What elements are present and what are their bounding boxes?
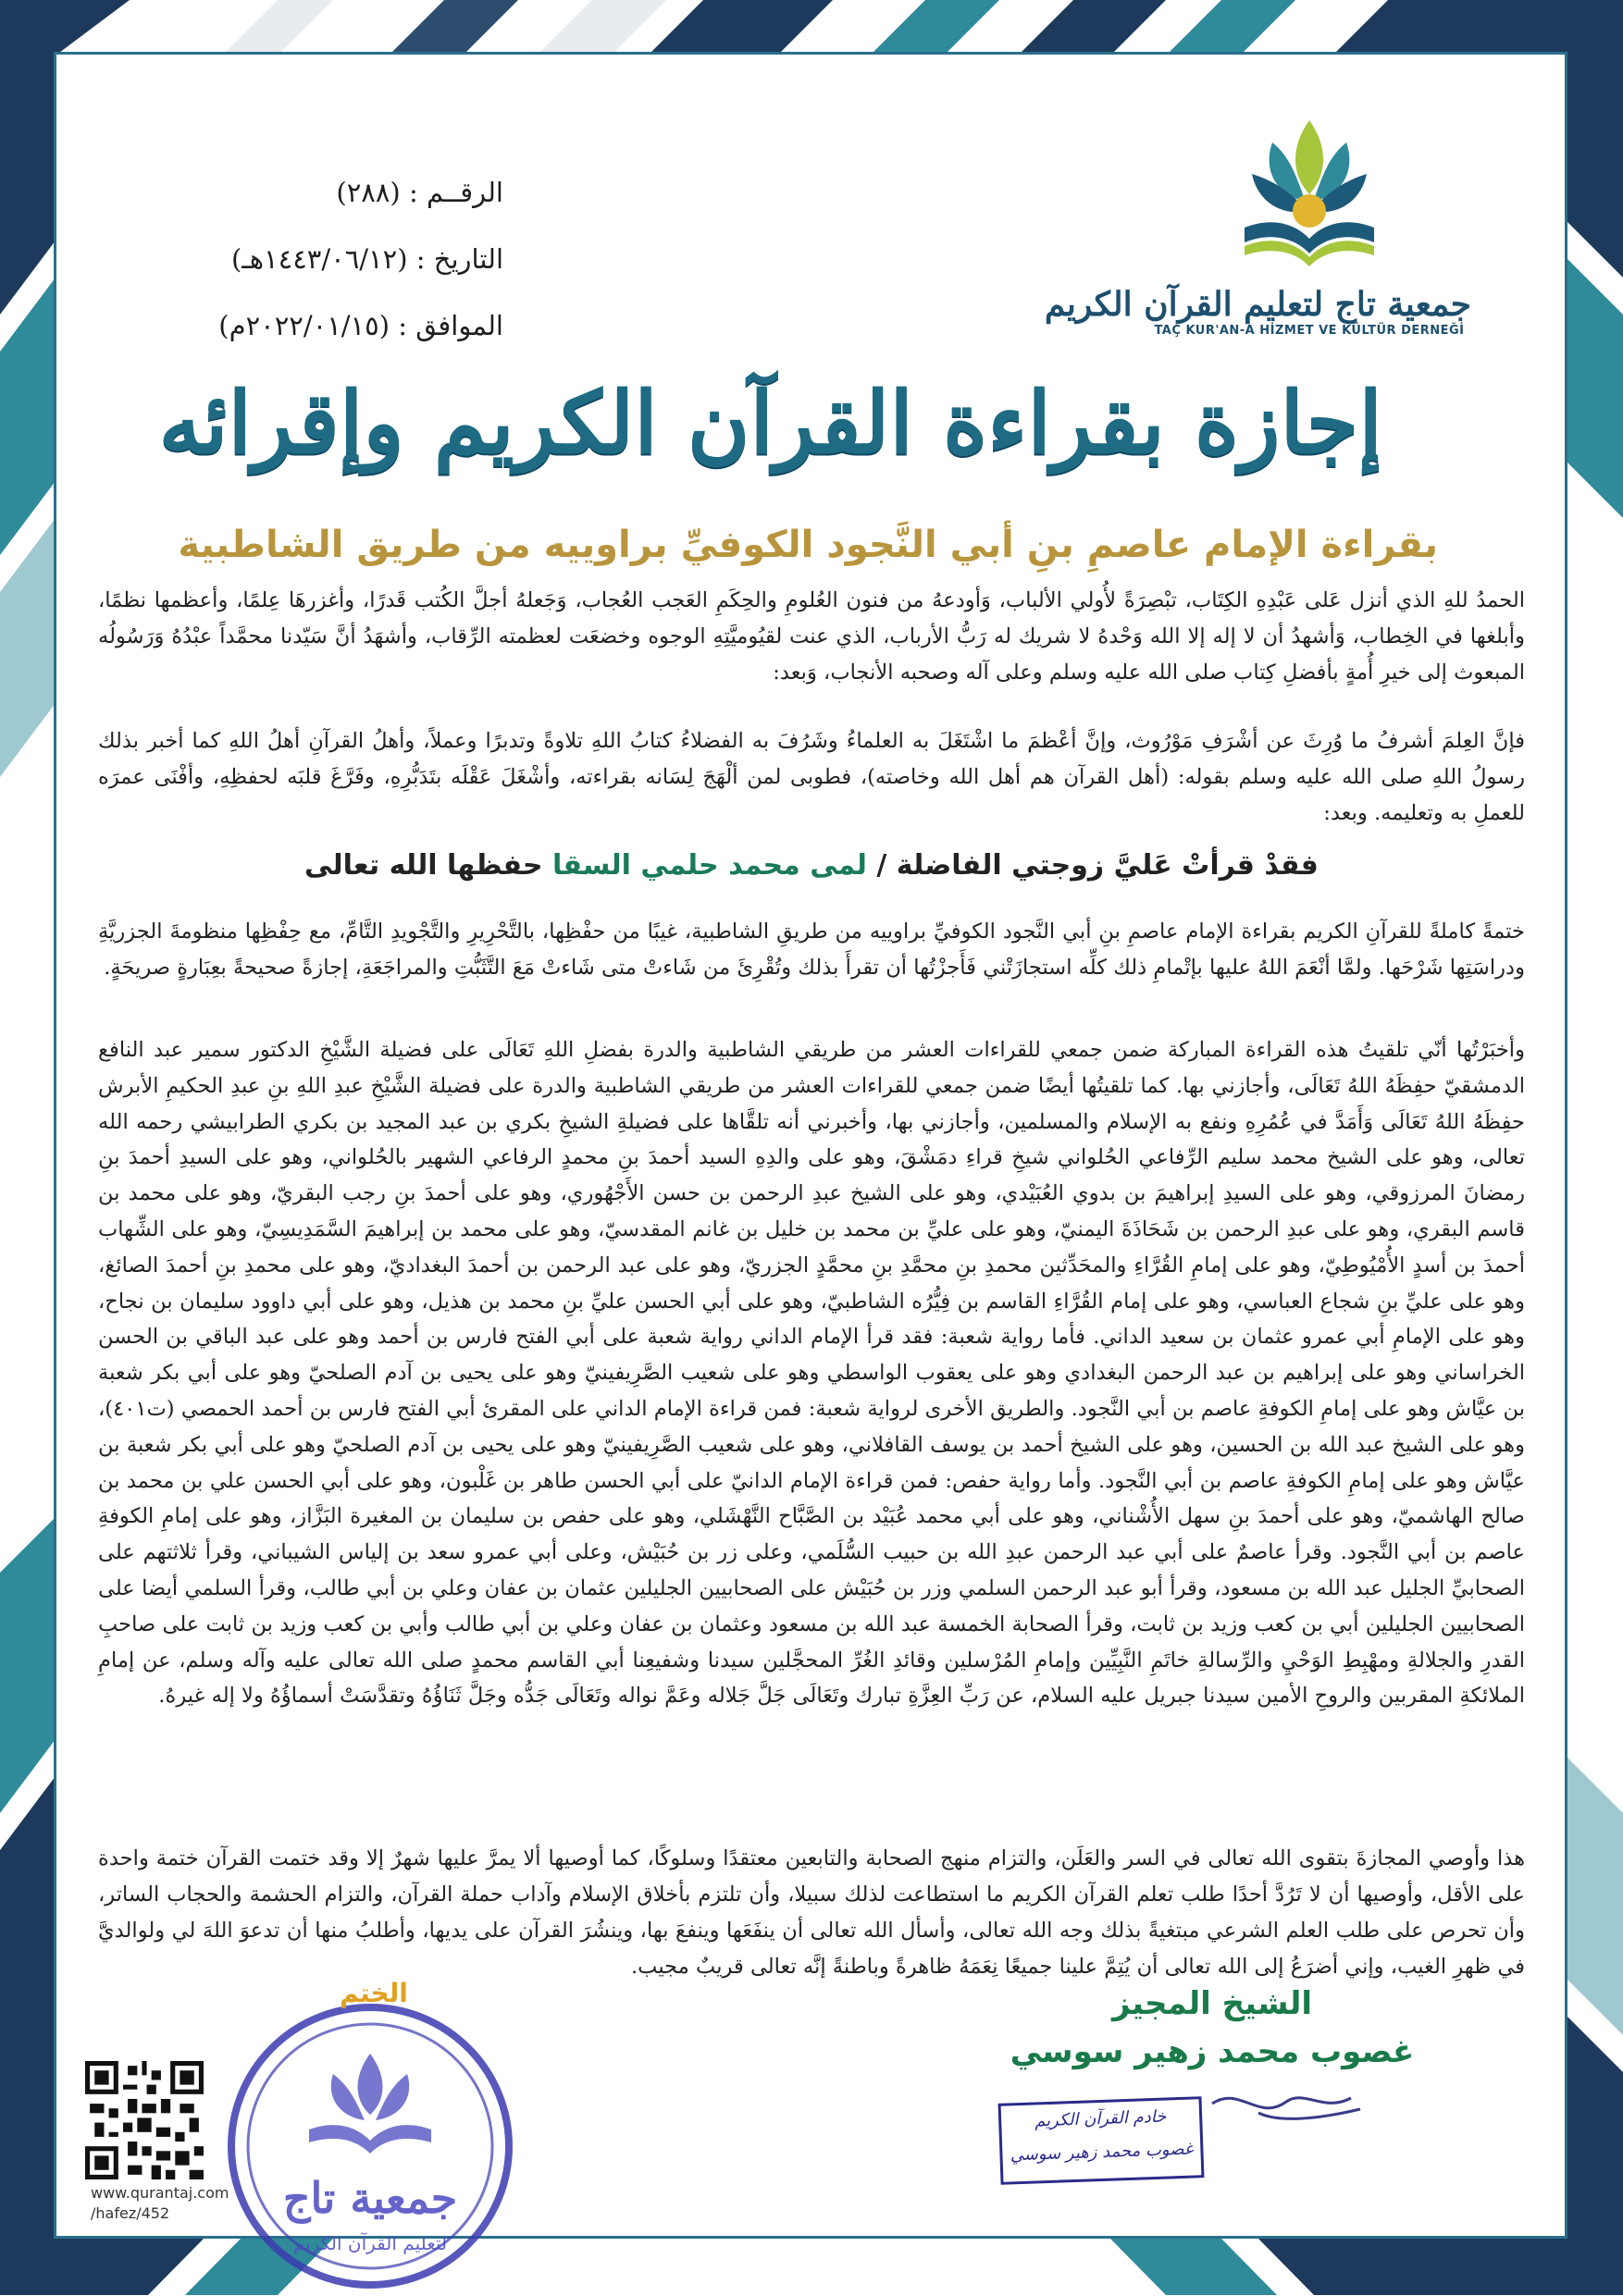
addressee-name: لمى محمد حلمي السقا [551, 849, 867, 882]
association-seal [224, 1978, 516, 2292]
hijri-date: التاريخ : (١٤٤٣/٠٦/١٢هـ) [230, 243, 503, 275]
signature-scribble [1203, 2076, 1369, 2141]
signature-line-1: خادم القرآن الكريم [1034, 2106, 1167, 2131]
signature-line-2: غصوب محمد زهير سوسي [1010, 2139, 1194, 2166]
opening-praise-text: الحمدُ للهِ الذي أنزل عَلى عَبْدِهِ الكِتَاب، تبْصِرَةً لأُولي الألباب، وَأودعهُ من فنون العُلومِ والحِكَمِ العَجب العُجاب، وَجَعلهُ أجلَّ الكُتب قَدرًا، وأغزرهَا عِلمًا، وأعظمها نظمًا، وأبلغها في الخِطاب، وَأشهدُ أن لا إله إلا الله وَحْدهُ لا شريك له رَبُّ الأرباب، الذي عنت لقيُوميَّتِهِ الوجوه وخضعَت لعظمته الرِّقاب، وأشهَدُ أنَّ سَيّدنا محمَّداً عبْدُهُ وَرَسُولُه المبعوث إلى خيرِ أُمةٍ بأفضلِ كِتاب صلى الله عليه وسلم وعلى آله وصحبه الأنجاب، وَبعد: [98, 588, 1525, 685]
association-logo [1044, 109, 1471, 355]
qr-url-domain: www.qurantaj.com [91, 2184, 229, 2202]
corner-decoration-left [0, 0, 56, 2295]
association-name-arabic: جمعية تاج لتعليم القرآن الكريم [1044, 285, 1471, 324]
open-quran-logo-icon [1226, 109, 1393, 276]
opening-praise-paragraph [98, 583, 1525, 691]
addressee-suffix: حفظها الله تعالى [304, 849, 543, 882]
seal-icon [224, 2000, 516, 2292]
granting-sheikh-title: الشيخ المجيز [1112, 1985, 1312, 2022]
completion-paragraph [98, 914, 1525, 986]
seal-label: الختم [340, 1978, 408, 2008]
advice-text: هذا وأوصي المجازةَ بتقوى الله تعالى في السر والعَلَن، والتزام منهج الصحابة والتابعين معتقدًا وسلوكًا، كما أوصيها ألا يمرَّ عليها شهرٌ إلا وقد ختمت القرآن ختمة واحدة على الأقل، وأوصيها أن لا تَرُدَّ أحدًا طلب تعلم القرآن الكريم ما استطاعت لذلك سبيلا، وأن تلتزم بأخلاق الإسلام وآداب حملة القرآن، والتزام الحشمة والحجاب الساتر، وأن تحرص على طلب العلم الشرعي مبتغيةً بذلك وجه الله تعالى، وأسأل الله تعالى أن ينفَعَها وينفعَ بها، وينشُرَ القرآن على يديها، وأطلبُ منها أن تدعوَ اللهَ لي ولوالديَّ في ظهرِ الغيب، وإني أضرَعُ إلى الله تعالى أن يُتِمَّ علينا جميعًا نِعَمَهُ ظاهرةً وباطنةً إنَّه تعالى قريبٌ مجيب. [98, 1846, 1525, 1979]
reference-info [152, 159, 503, 359]
chain-of-narration-paragraph [98, 1032, 1525, 1714]
seal-text: جمعية تاج [282, 2173, 458, 2223]
certificate-subtitle: بقراءة الإمام عاصمِ بنِ أبي النَّجود الكوفيِّ براوييه من طريق الشاطبية [178, 524, 1438, 566]
addressee-line [98, 849, 1525, 882]
advice-paragraph [98, 1841, 1525, 1985]
gregorian-date: الموافق : (٢٠٢٢/٠١/١٥م) [218, 310, 503, 341]
completion-text: ختمةً كاملةً للقرآنِ الكريم بقراءة الإمام عاصمِ بنِ أبي النَّجود الكوفيِّ براوييه من طريقِ الشاطبية، غيبًا من حفْظِها، بالتَّحْرِيرِ والتَّجْويدِ التَّامِّ، مع حِفْظِها منظومةَ الجزريَّةِ ودراسَتِها شَرْحَها. ولمَّا أنْعَمَ اللهُ عليها بإتْمامِ ذلك كلِّه استجازَتْني فَأَجزْتُها أن تقرأَ بذلك وتُقْرِئَ من شَاءتْ متى شَاءتْ مَعَ التَّثَبُّتِ والمراجَعَةِ، إجازةً صحيحةً بعِبَارةٍ صريحَةٍ. [98, 920, 1525, 980]
granting-sheikh [999, 1980, 1425, 2076]
reference-number: الرقــم : (٢٨٨) [336, 177, 503, 208]
addressee-prefix: فقدْ قرأتْ عَليَّ زوجتي الفاضلة / [876, 849, 1319, 882]
signature-stamp [998, 2096, 1205, 2185]
qr-url-path: /hafez/452 [91, 2204, 170, 2222]
granting-sheikh-name: غصوب محمد زهير سوسي [1010, 2033, 1415, 2070]
virtue-text: فإنَّ العِلمَ أشرفُ ما وُرِثَ عن أشْرَفِ مَوْرُوث، وإنَّ أعْظمَ ما اشْتَغَلَ به العلماءُ وشَرُفَ به الفضلاءُ كتابُ اللهِ تلاوةً وتدبرًا وعملاً، وأهلُ القرآنِ أهلُ اللهِ كما أخبر بذلك رسولُ اللهِ صلى الله عليه وسلم بقوله: (أهل القرآن هم أهل الله وخاصته)، فطوبى لمن ألْهَجَ لِسَانه بقراءته، وأشْغَلَ عَقْلَه بتَدَبُّرِهِ، وفَرَّغَ قلبَه لحفظِهِ، وأفْنَى عمرَه للعملِ به وتعليمه. وبعد: [98, 729, 1526, 825]
association-name-turkish: TAÇ KUR'AN-A HİZMET VE KÜLTÜR DERNEĞİ [1154, 324, 1465, 338]
certificate-title: إجازة بقراءة القرآن الكريم وإقرائه [158, 373, 1382, 473]
corner-decoration-right [1567, 0, 1623, 2295]
seal-subtext: لتعليم القرآن الكريم [292, 2232, 448, 2254]
virtue-paragraph [98, 723, 1525, 832]
corner-decoration-top [0, 0, 1623, 56]
qr-url[interactable] [91, 2183, 229, 2224]
chain-of-narration-text: وأخبَرْتُها أنّي تلقيتُ هذه القراءة المباركة ضمن جمعي للقراءات العشر من طريقي الشاطبية والدرة بفضلِ اللهِ تَعَالَى على فضيلة الشَّيْخِ الدكتور سمير عبد النافع الدمشقيّ حفِظَهُ اللهُ تَعَالَى، وأجازني بها. كما تلقيتُها أيضًا ضمن جمعي للقراءات العشر من طريقي الشاطبية والدرة على فضيلة الشَّيْخِ عبدِ اللهِ بنِ عبدِ الحكيمِ الأبرش حفِظَهُ اللهُ تَعَالَى وَأَمَدَّ في عُمُرِهِ ونفع به الإسلام والمسلمين، وأجازني بها، وأخبرني أنه تلقَّاها على فضيلةِ الشيخِ بكري بن عبد المجيد بن بكري الطرابيشي رحمه الله تعالى، وهو على الشيخ محمد سليم الرِّفاعي الحُلواني شيخِ قراءِ دمَشْقَ، وهو على والدِهِ السيد أحمدَ بنِ محمدٍ الرفاعي الشهير بالحُلواني، وهو على السيدِ أحمدَ بنِ رمضانَ المرزوقي، وهو على السيدِ إبراهيمَ بن بدوي العُبَيْدي، وهو على الشيخ عبدِ الرحمن بن حسن الأَجْهُوري، وهو على أحمدَ بنِ رجب البقريّ، وهو على محمد بن قاسم البقري، وهو على عبدِ الرحمن بن شَحَاذَةَ اليمنيّ، وهو على عليِّ بن محمد بن خليل بن غانم المقدسيّ، وهو على محمد بن إبراهيمَ السَّمَدِيسِيّ، وهو على الشِّهاب أحمدَ بن أسدٍ الأُمْيُوطِيّ، وهو على إمامِ القُرَّاءِ والمحَدِّثين محمدِ بنِ محمَّدِ بنِ محمَّدٍ الجزريّ، وهو على عبد الرحمن بن أحمدَ البغداديّ، وهو على محمدِ بنِ أحمدَ الصائغ، وهو على عليِّ بنِ شجاع العباسي، وهو على إمام القُرَّاءِ القاسم بن فِيُّرُه الشاطبيّ، وهو على أبي الحسن عليِّ بنِ محمد بن هذيل، وهو على أبي داوود سليمان بن نجاح، وهو على الإمامِ أبي عمرو عثمان بن سعيد الداني. فأما رواية شعبة: فقد قرأ الإمام الداني رواية شعبة على أبي الفتح فارس بن أحمد وهو على عبد الباقي بن الحسن الخراساني وهو على إبراهيم بن عبد الرحمن البغدادي وهو على يعقوب الواسطي وهو على شعيب الصَّرِيفينيّ وهو على يحيى بن آدم الصلحيّ وهو على أبي بكر شعبة بن عيَّاش وهو على إمامِ الكوفةِ عاصم بن أبي النَّجود. والطريق الأخرى لرواية شعبة: فمن قراءة الإمام الداني على المقرئ أبي الفتح فارس بن أحمد الحمصي (ت٤٠١)، وهو على الشيخ عبد الله بن الحسين، وهو على الشيخ أحمد بن يوسف القافلاني، وهو على شعيب الصَّرِيفينيّ وهو على يحيى بن آدم الصلحيّ وهو على أبي بكر شعبة بن عيَّاش وهو على إمامِ الكوفةِ عاصم بن أبي النَّجود. وأما رواية حفص: فمن قراءة الإمام الدانيّ على أبي الحسن طاهر بن غَلْبون، وهو على أبي الحسن علي بن محمد بن صالح الهاشميّ، وهو على أحمدَ بنِ سهل الأُشْناني، وهو على أبي محمد عُبَيْد بن الصَّبَّاح النَّهْشَلي، وهو على حفص بن سليمان بن المغيرة البَزَّاز، وهو على إمامِ الكوفةِ عاصم بن أبي النَّجود. وقرأ عاصمٌ على أبي عبد الرحمن عبدِ الله بن حبيب السُّلَمي، وعلى زر بن حُبَيْش، وعلى أبي عمرو سعد بن إلياس الشيباني، وقرأ ثلاثتهم على الصحابيِّ الجليل عبد الله بن مسعود، وقرأ أبو عبد الرحمن السلمي وزر بن حُبَيْش على الصحابيين الجليلين عثمان بن عفان وعلي بن أبي طالب، وقرأ السلمي أيضا على الصحابيين الجليلين أبي بن كعب وزيد بن ثابت، وقرأ الصحابة الخمسة عبد الله بن مسعود وعثمان بن عفان وعلي بن أبي طالب وأبي بن كعب وزيد بن ثابت على صاحبِ القدرِ والجلالةِ ومهْبِطِ الوَحْيِ والرِّسالةِ خاتَمِ النَّبِيِّين وإمامِ المُرْسلين وقائدِ الغُرِّ المحجَّلين سيدنا وشفيعِنا أبي القاسم محمدٍ صلى الله تعالى عليه وآله وسلم، عن إمامِ الملائكةِ المقربين والروحِ الأمين سيدنا جبريل عليه السلام، عن رَبِّ العِزَّةِ تبارك وتَعَالَى جَلَّ جَلاله وعَمَّ نواله وتَعَالَى جَدُّه وجَلَّ ثَنَاؤُهُ وتقدَّسَتْ أسماؤُهُ ولا إله غيرهُ. [98, 1038, 1525, 1709]
qr-code[interactable] [85, 2061, 204, 2179]
